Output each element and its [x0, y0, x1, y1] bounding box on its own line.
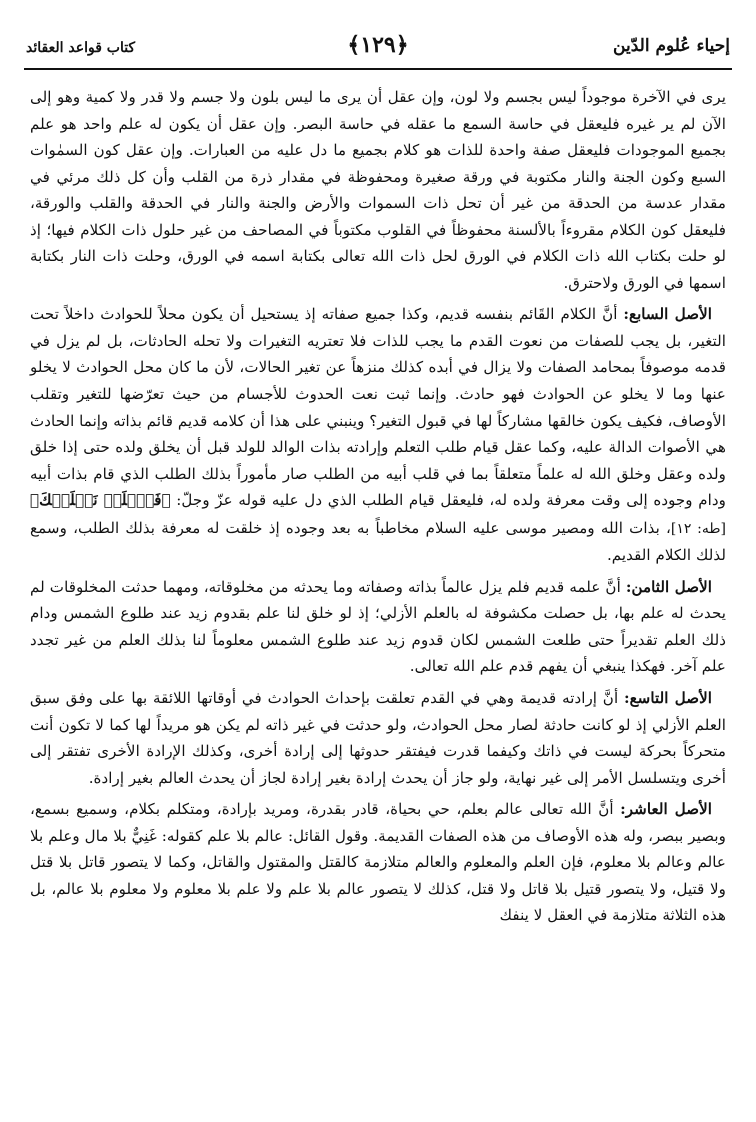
paragraph-text: يرى في الآخرة موجوداً ليس بجسم ولا لون، وإن عقل أن يرى ما ليس بلون ولا جسم ولا قدر ولا كمية وهو إلى الآن لم ير غيره فليعقل في حاسة السمع ما عقله في حاسة البصر. وإن عقل أن يكون له علم واحد هو علم بجميع الموجودات فليعقل صفة واحدة للذات هو كلام بجميع ما دل عليه من العبارات. وإن عقل كون السمٰوات السبع وكون الجنة والنار مكتوبة في ورقة صغيرة ومحفوظة في مقدار ذرة من القلب وأن كل ذلك مرئي في مقدار عدسة من الحدقة من غير أن تحل ذات السموات والأرض والجنة والنار في الحدقة والقلب والورقة، فليعقل كون الكلام مقروءاً بالألسنة محفوظاً في القلوب مكتوباً في المصاحف من غير حلول ذات الكلام فيها؛ إذ لو حلت بكتاب الله ذات الكلام في الورق لحل ذات الله تعالى بكتابة اسمه في الورق، وحلت ذات النار بكتابة اسمها في الورق ولاحترق. — [30, 88, 726, 292]
paragraph-text: أنَّ علمه قديم فلم يزل عالماً بذاته وصفاته وما يحدثه من مخلوقاته، ومهما حدثت المخلوقات لم يحدث له علم بها، بل حصلت مكشوفة له بالعلم الأزلي؛ إذ لو خلق لنا علم بقدوم زيد عند طلوع الشمس ودام ذلك العلم تقديراً حتى طلعت الشمس لكان قدوم زيد عند طلوع الشمس معلوماً لنا بذلك العلم من غير تجدد علم آخر. فهكذا ينبغي أن يفهم قدم علم الله تعالى. — [30, 577, 726, 676]
chapter-title: كتاب قواعد العقائد — [26, 40, 136, 56]
paragraph-text: أنَّ إرادته قديمة وهي في القدم تعلقت بإحداث الحوادث في أوقاتها اللائقة بها على وفق سبق العلم الأزلي إذ لو كانت حادثة لصار محل الحوادث، ولو حدثت في غير ذاته لم يكن هو مريداً لها كما لا تكون أنت متحركاً بحركة ليست في ذاتك وكيفما قدرت فيفتقر حدوثها إلى إرادة أخرى، وكذلك الإرادة الأخرى تفتقر إلى أخرى ويتسلسل الأمر إلى غير نهاية، ولو جاز أن يحدث إرادة بغير إرادة لجاز أن يحدث العالم بغير إرادة. — [30, 689, 726, 787]
paragraph-asl-8 — [30, 574, 726, 680]
quran-verse: ﴿فَٱخۡلَعۡ نَعۡلَيۡكَ﴾ — [30, 491, 171, 510]
book-title: إحياء عُلوم الدّين — [613, 36, 730, 56]
section-heading: الأصل السابع: — [623, 305, 712, 324]
section-heading: الأصل التاسع: — [623, 689, 712, 708]
paragraph-text: أنَّ الله تعالى عالم بعلم، حي بحياة، قادر بقدرة، ومريد بإرادة، ومتكلم بكلام، وسميع بسمع، وبصير ببصر، وله هذه الأوصاف من هذه الصفات القديمة. وقول القائل: عالم بلا علم كقوله: غَنِيٌّ بلا مال وعلم بلا عالم وعالم بلا معلوم، فإن العلم والمعلوم والعالم متلازمة كالقتل والمقتول والقاتل، وكما لا يتصور قاتل بلا قتل ولا قتيل، ولا يتصور قتيل بلا قاتل ولا قتل، كذلك لا يتصور عالم بلا علم ولا علم بلا معلوم ولا معلوم بلا عالم، بل هذه الثلاثة متلازمة في العقل لا ينفك — [30, 800, 726, 925]
paragraph-1 — [30, 84, 726, 296]
section-heading: الأصل العاشر: — [620, 800, 712, 819]
paragraph-asl-10 — [30, 796, 726, 929]
book-page — [24, 22, 732, 1108]
header-rule — [24, 68, 732, 70]
page-header — [24, 22, 732, 72]
page-body — [24, 72, 732, 929]
paragraph-text: أنَّ الكلام القَائم بنفسه قديم، وكذا جميع صفاته إذ يستحيل أن يكون محلاً للحوادث داخلاً تحت التغير، بل يجب للصفات من نعوت القدم ما يجب للذات فلا تعتريه التغيرات ولا تحله الحادثات، بل لم يزل في قدمه موصوفاً بمحامد الصفات ولا يزال في أبده كذلك منزهاً عن تغير الحالات، لأن ما كان محل الحوادث لا يخلو عنها وما لا يخلو عن الحوادث فهو حادث. وإنما ثبت نعت الحدوث للأجسام من حيث تعرّضها للتغير وتقلب الأوصاف، فكيف يكون خالقها مشاركاً لها في قبول التغير؟ وينبني على هذا أن كلامه قديم قائم بذاته وإنما الحادث هي الأصوات الدالة عليه، وكما عقل قيام طلب التعلم وإرادته بذات الوالد للولد قبل أن يخلق ولده حتى إذا خلق ولده وعقل وخلق الله له علماً متعلقاً بما في قلب أبيه من الطلب صار مأموراً بذلك الطلب الذي قام بذات أبيه ودام وجوده إلى وقت معرفة ولده له، فليعقل قيام الطلب الذي دل عليه قوله عزّ وجلّ: — [30, 305, 726, 510]
verse-reference: [طه: ١٢] — [670, 520, 727, 537]
page-number: ﴿١٢٩﴾ — [347, 32, 409, 58]
paragraph-text-after: ، بذات الله ومصير موسى عليه السلام مخاطباً به بعد وجوده إذ خلقت له معرفة بذلك الطلب، وسمع لذلك الكلام القديم. — [30, 518, 726, 565]
paragraph-asl-7 — [30, 301, 726, 568]
section-heading: الأصل الثامن: — [625, 577, 712, 596]
paragraph-asl-9 — [30, 685, 726, 791]
